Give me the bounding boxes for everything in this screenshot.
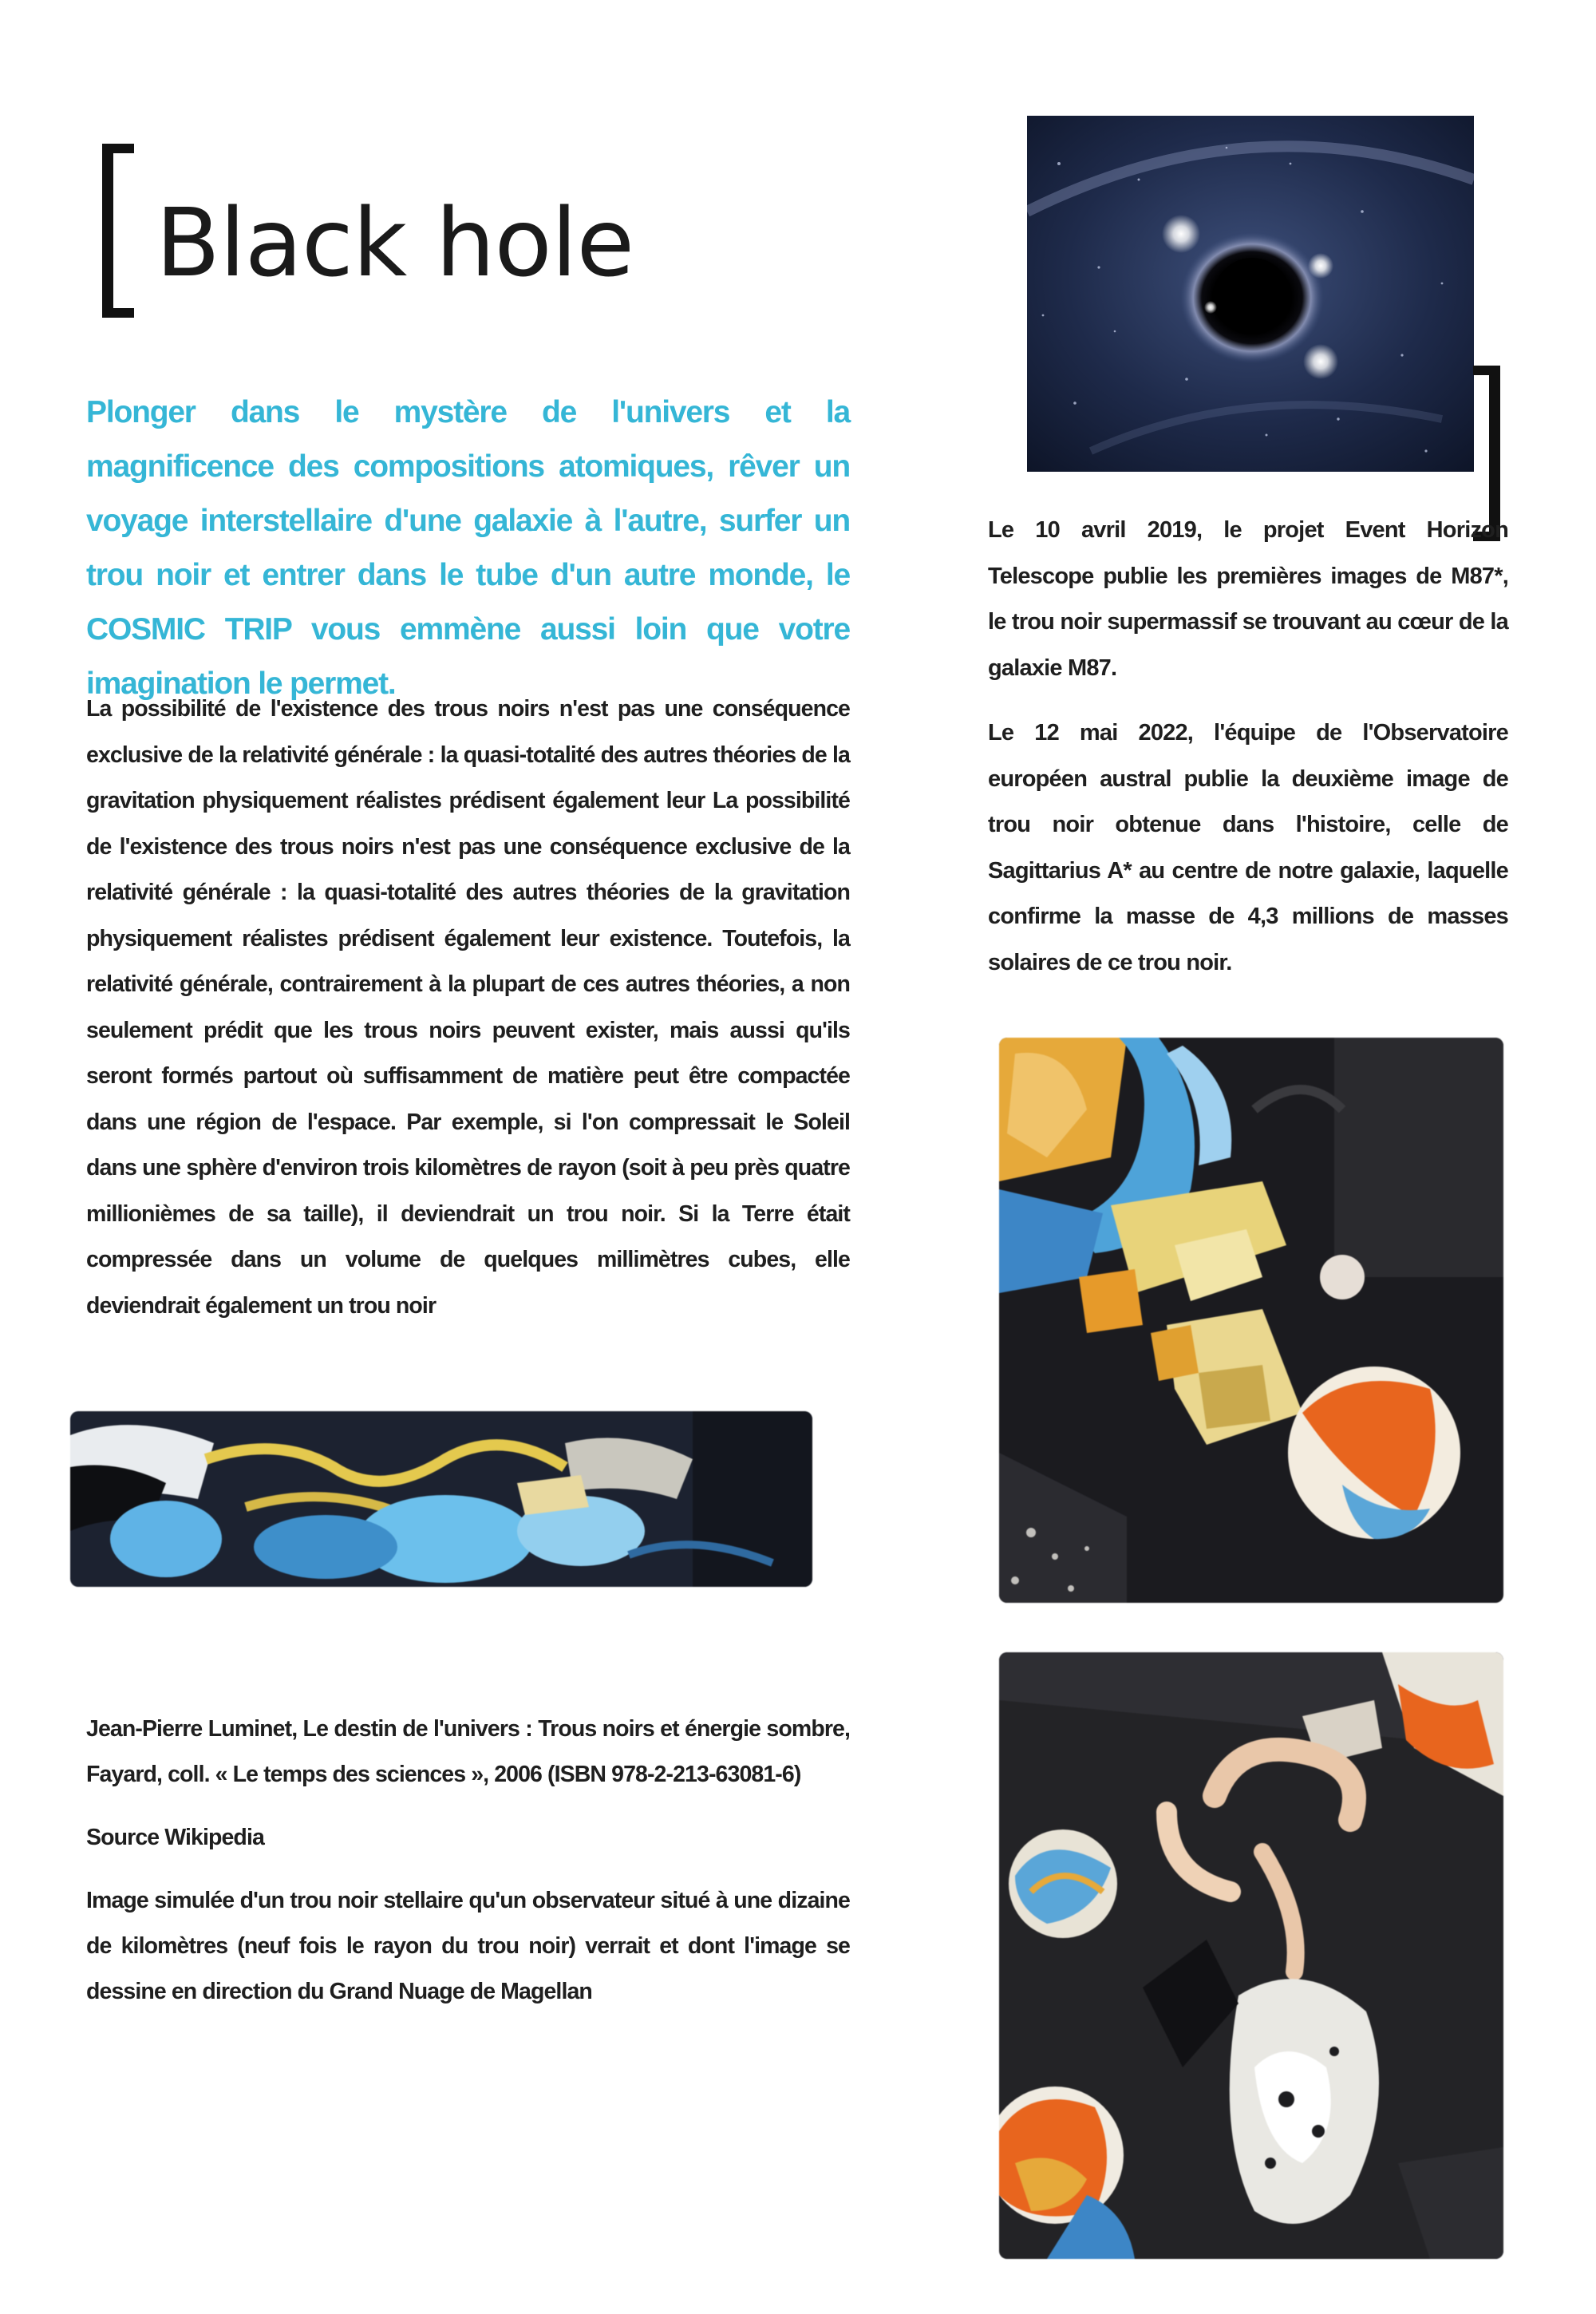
abstract-painting-image-1 <box>999 1038 1503 1603</box>
painting-strip-image <box>70 1411 812 1587</box>
abstract-painting-image-2 <box>999 1652 1503 2259</box>
black-hole-image <box>1027 116 1474 472</box>
right-paragraph-2: Le 12 mai 2022, l'équipe de l'Observatoire européen austral publie la deuxième image de trou noir obtenue dans l'histoire, celle de Sagittarius A* au centre de notre galaxie, laquelle confirme la masse de 4,3 millions de masses solaires de ce trou noir. <box>988 720 1508 975</box>
page-title: Black hole <box>156 188 634 298</box>
intro-paragraph: Plonger dans le mystère de l'univers et la magnificence des compositions atomiques, rêver un voyage interstellaire d'une galaxie à l'autre, surfer un trou noir et entrer dans le tube d'un autre monde, le COSMIC TRIP vous emmène aussi loin que votre imagination le permet. <box>86 395 850 701</box>
right-column-text <box>988 508 1508 1005</box>
image-caption: Image simulée d'un trou noir stellaire qu'un observateur situé à une dizaine de kilomètres (neuf fois le rayon du trou noir) verrait et dont l'image se dessine en direction du Grand Nuage de Magellan <box>86 1888 850 2004</box>
title-bracket <box>102 144 134 318</box>
main-paragraph: La possibilité de l'existence des trous noirs n'est pas une conséquence exclusive de la relativité générale : la quasi-totalité des autres théories de la gravitation physiquement réalistes prédisent également leur La possibilité de l'existence des trous noirs n'est pas une conséquence exclusive de la relativité générale : la quasi-totalité des autres théories de la gravitation physiquement réalistes prédisent également leur existence. Toutefois, la relativité générale, contrairement à la plupart de ces autres théories, a non seulement prédit que les trous noirs peuvent exister, mais aussi qu'ils seront formés partout où suffisamment de matière peut être compactée dans une région de l'espace. Par exemple, si l'on compressait le Soleil dans une sphère d'environ trois kilomètres de rayon (soit à peu près quatre millionièmes de sa taille), il deviendrait un trou noir. Si la Terre était compressée dans un volume de quelques millimètres cubes, elle deviendrait également un trou noir <box>86 696 850 1319</box>
book-reference: Jean-Pierre Luminet, Le destin de l'univers : Trous noirs et énergie sombre, Fayard, coll. « Le temps des sciences », 2006 (ISBN 978-2-213-63081-6) <box>86 1716 850 1787</box>
references <box>86 1707 850 2032</box>
right-paragraph-1: Le 10 avril 2019, le projet Event Horizon Telescope publie les premières images de M87*, le trou noir supermassif se trouvant au cœur de la galaxie M87. <box>988 517 1508 681</box>
source-credit: Source Wikipedia <box>86 1825 264 1850</box>
